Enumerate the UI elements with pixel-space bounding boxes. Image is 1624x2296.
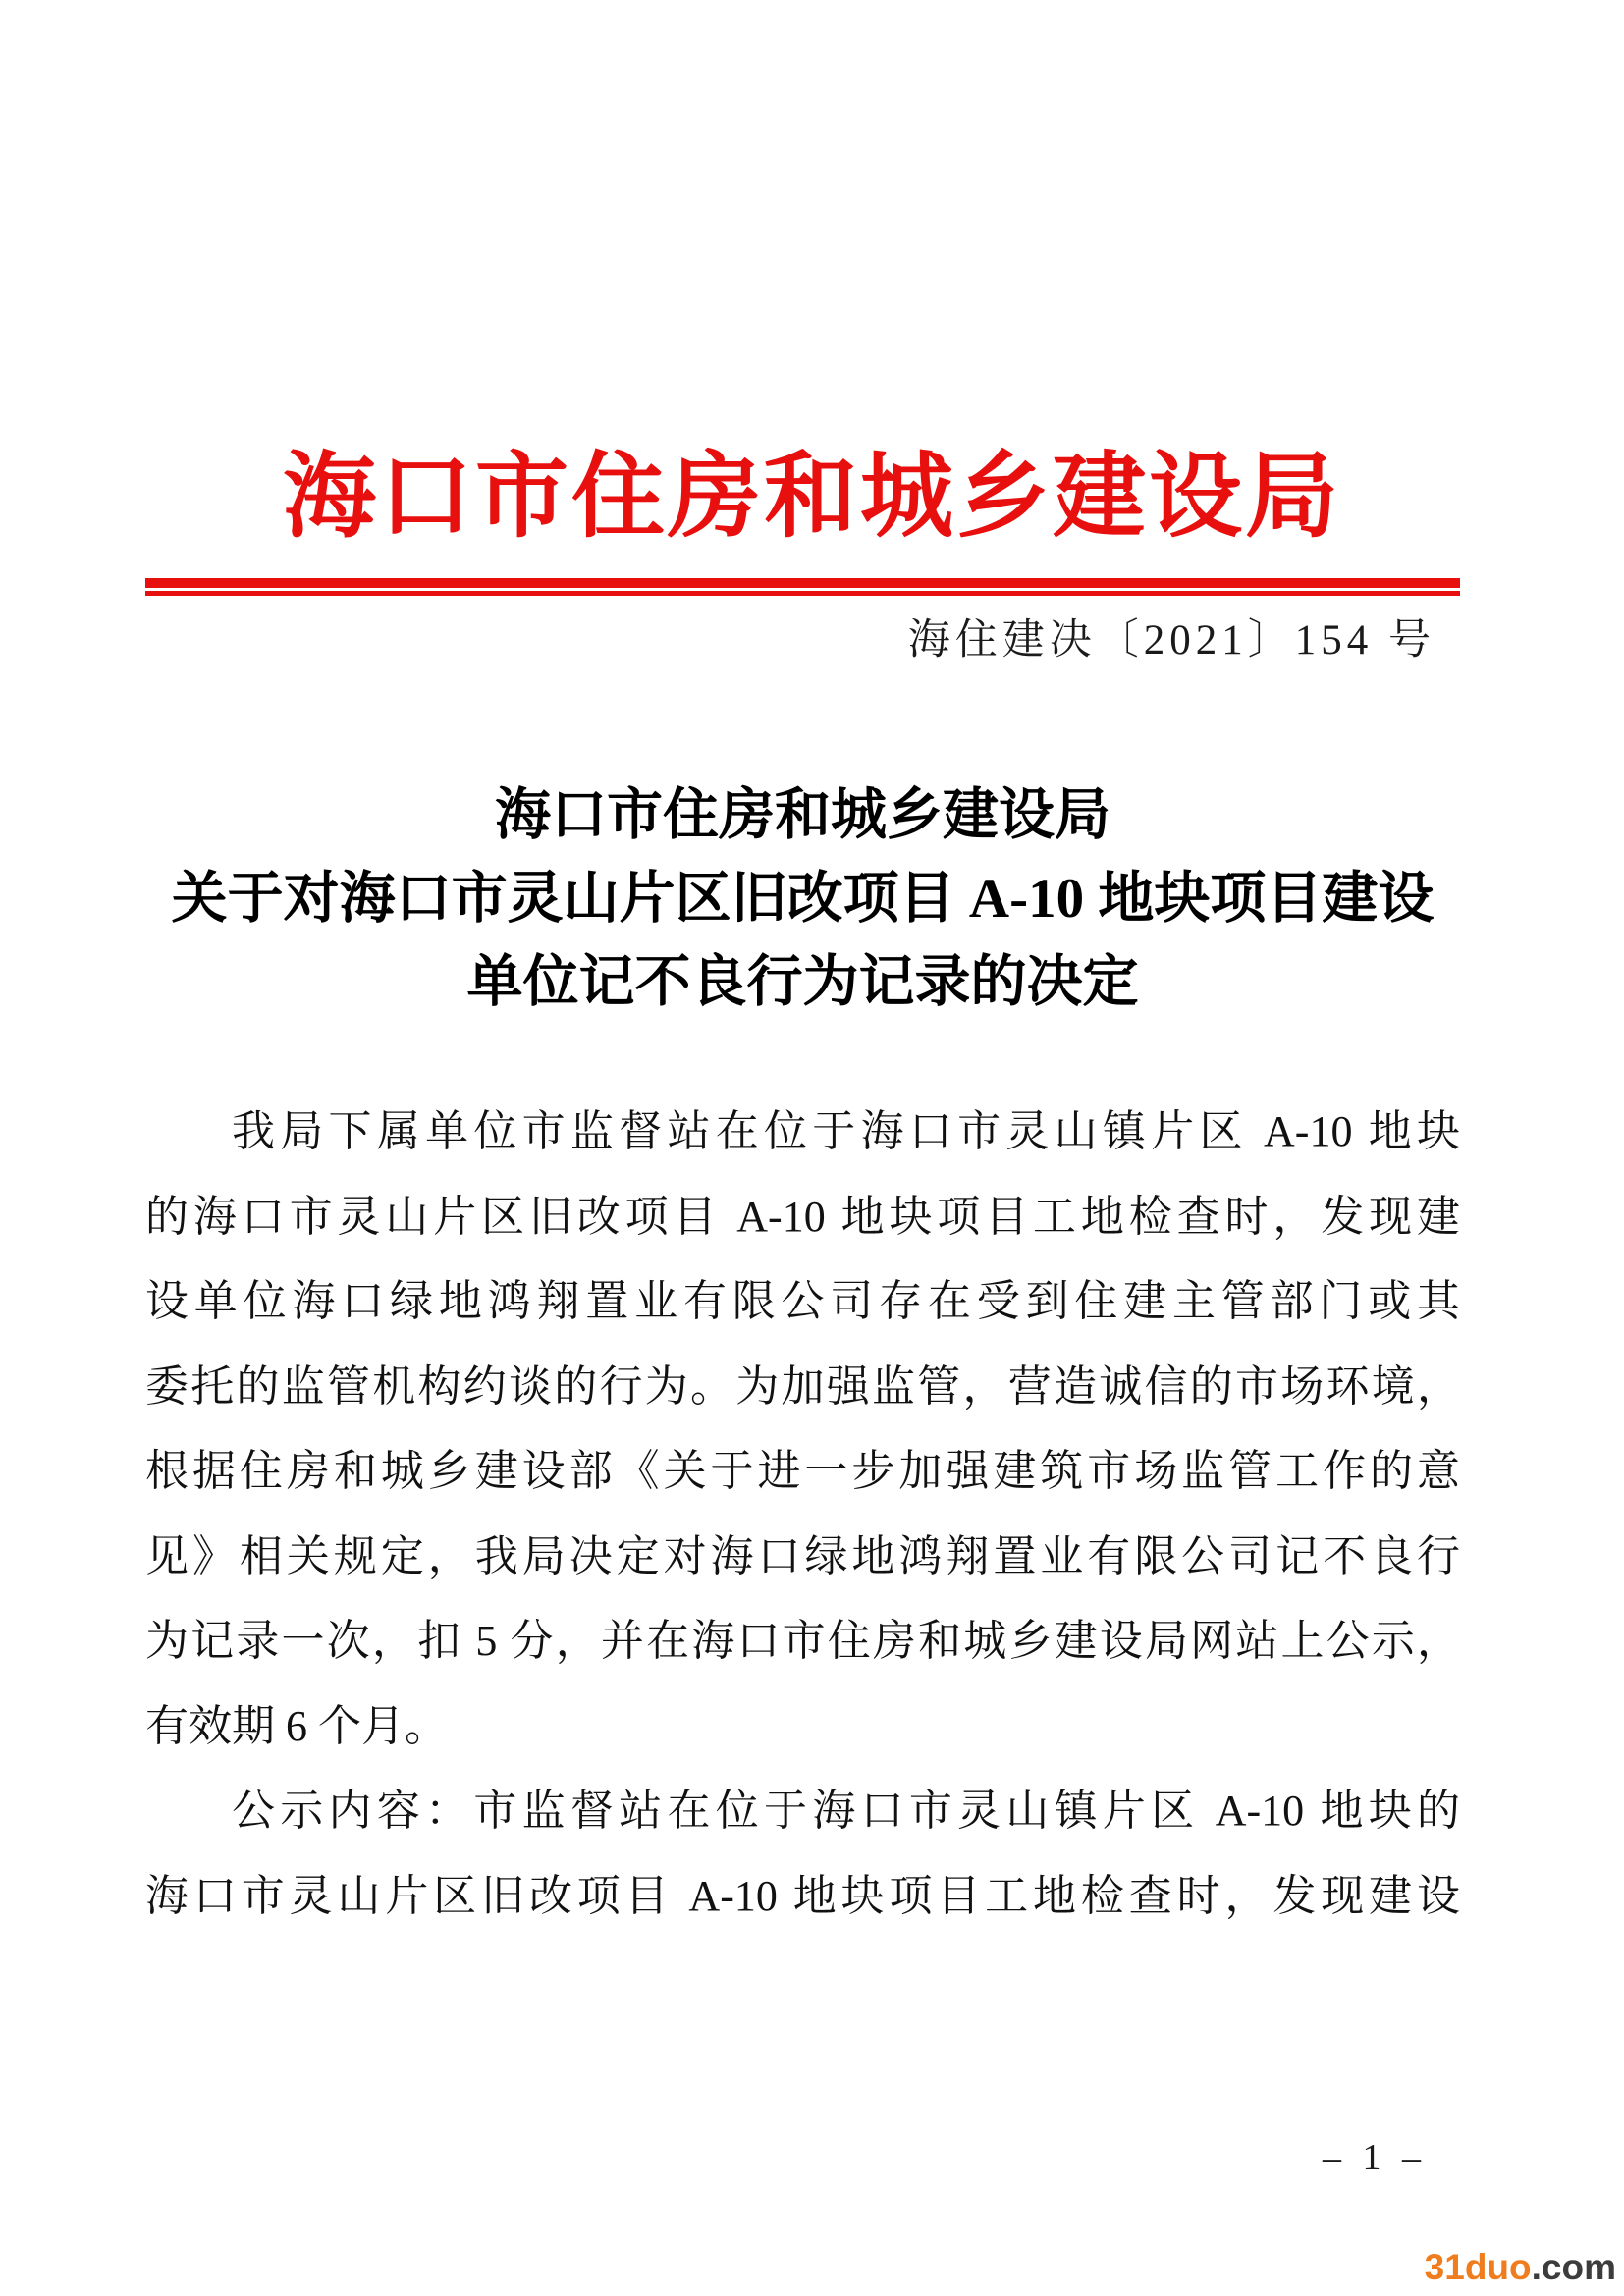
- body-line: 我局下属单位市监督站在位于海口市灵山镇片区 A-10 地块: [232, 1107, 1460, 1155]
- watermark: [1425, 2248, 1616, 2287]
- watermark-suffix-text: .com: [1531, 2247, 1616, 2287]
- body-line: 的海口市灵山片区旧改项目 A-10 地块项目工地检查时，发现建: [145, 1192, 1460, 1241]
- letterhead-divider-rule: [145, 578, 1460, 596]
- letterhead-title: 海口市住房和城乡建设局: [282, 445, 1341, 549]
- page-number: – 1 –: [1323, 2137, 1427, 2178]
- document-title: [118, 774, 1488, 1024]
- document-title-line-1: 海口市住房和城乡建设局: [495, 784, 1110, 846]
- body-line: 为记录一次，扣 5 分，并在海口市住房和城乡建设局网站上公示，: [145, 1617, 1460, 1665]
- document-body: [145, 1090, 1460, 1939]
- document-number: 海住建决〔2021〕154 号: [907, 617, 1435, 664]
- body-line: 设单位海口绿地鸿翔置业有限公司存在受到住建主管部门或其: [145, 1277, 1460, 1325]
- body-line: 海口市灵山片区旧改项目 A-10 地块项目工地检查时，发现建设: [145, 1871, 1460, 1920]
- body-line: 委托的监管机构约谈的行为。为加强监管，营造诚信的市场环境，: [145, 1362, 1460, 1411]
- body-line: 见》相关规定，我局决定对海口绿地鸿翔置业有限公司记不良行: [145, 1531, 1460, 1580]
- body-line: 有效期 6 个月。: [145, 1701, 448, 1750]
- body-line: 根据住房和城乡建设部《关于进一步加强建筑市场监管工作的意: [145, 1447, 1460, 1495]
- document-title-line-3: 单位记不良行为记录的决定: [466, 951, 1139, 1013]
- body-line: 公示内容：市监督站在位于海口市灵山镇片区 A-10 地块的: [232, 1787, 1460, 1835]
- document-title-line-2: 关于对海口市灵山片区旧改项目 A-10 地块项目建设: [171, 868, 1435, 930]
- watermark-brand-text: 31duo: [1424, 2247, 1532, 2287]
